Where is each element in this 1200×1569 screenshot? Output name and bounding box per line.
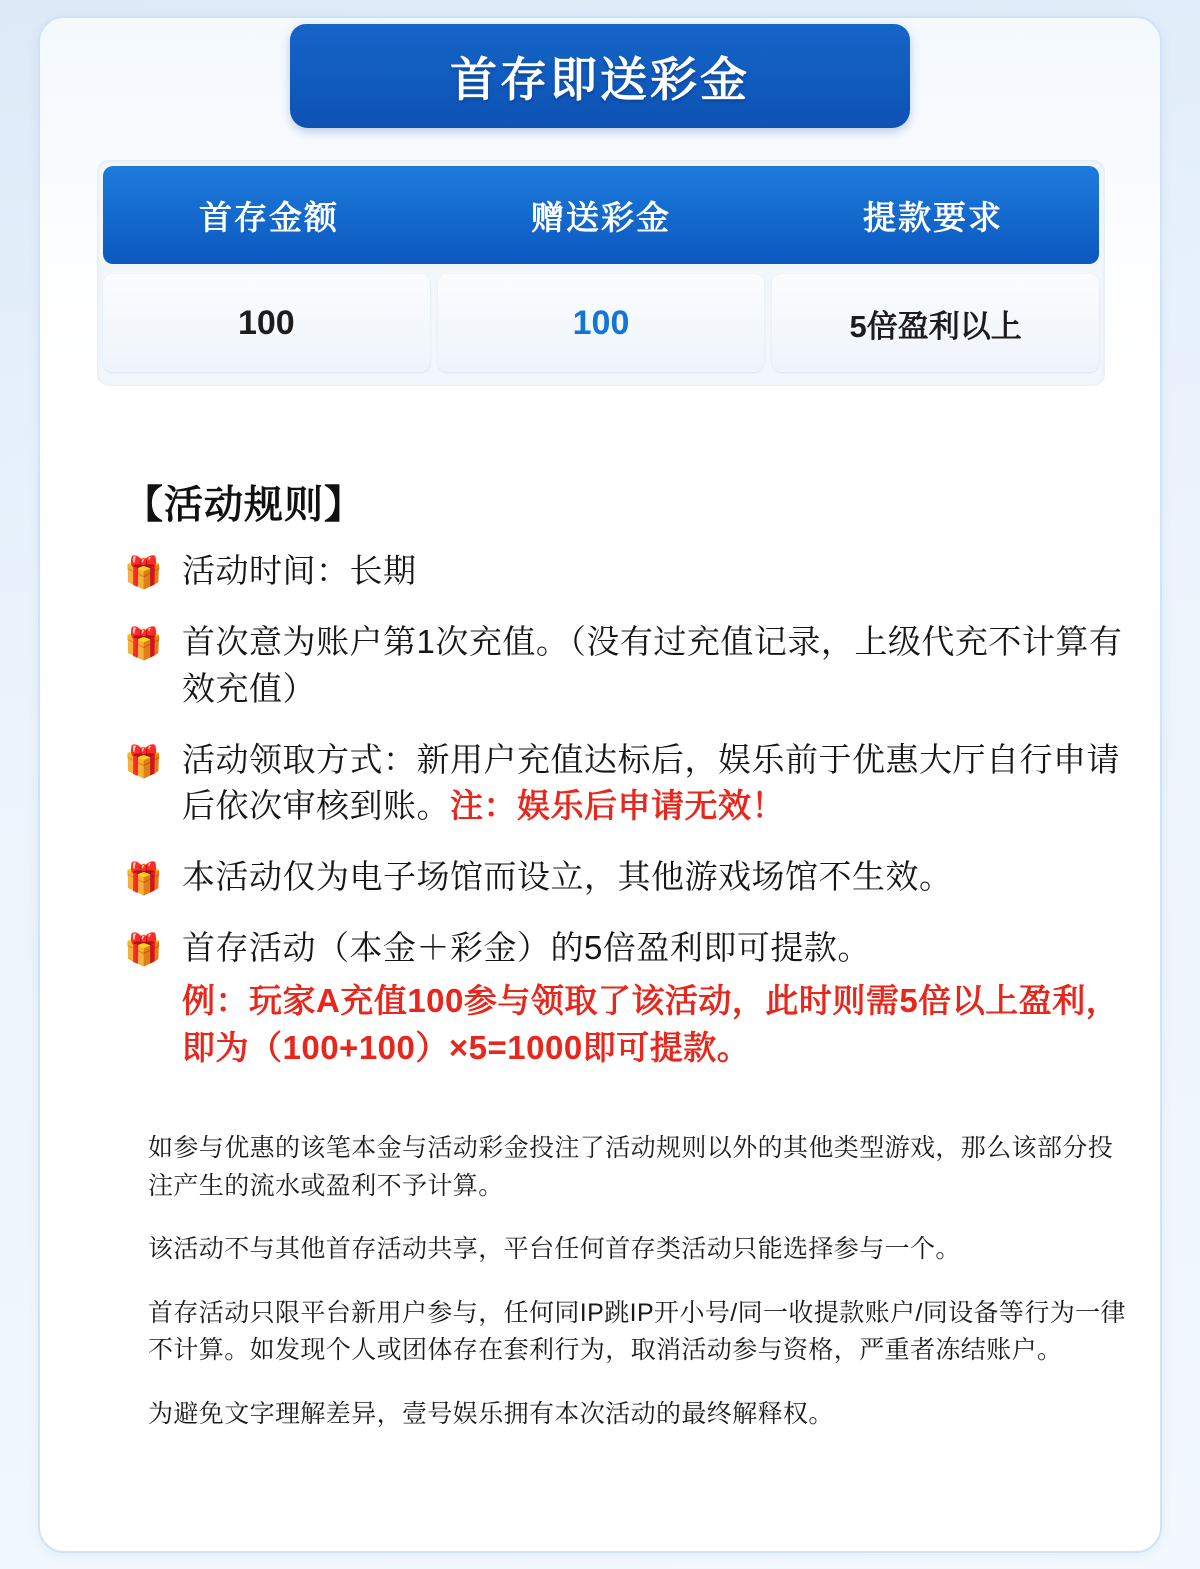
table-cell-withdraw: 5倍盈利以上 xyxy=(772,274,1099,372)
fine-print-paragraph: 为避免文字理解差异，壹号娱乐拥有本次活动的最终解释权。 xyxy=(148,1399,834,1428)
gift-icon: 🎁 xyxy=(124,555,163,590)
list-item xyxy=(124,619,1134,713)
list-item xyxy=(124,925,1134,1072)
table-row xyxy=(103,274,1099,372)
rules-list xyxy=(124,548,1134,1096)
bonus-table xyxy=(97,160,1105,386)
gift-icon: 🎁 xyxy=(124,932,163,968)
gift-icon: 🎁 xyxy=(124,743,163,779)
rule-text xyxy=(182,925,1134,1072)
table-cell-bonus: 100 xyxy=(438,274,765,372)
rule-text-main: 活动领取方式：新用户充值达标后，娱乐前于优惠大厅自行申请后依次审核到账。 xyxy=(182,740,1120,825)
table-column-header-withdraw: 提款要求 xyxy=(863,198,1003,236)
rule-text: 活动时间：长期 xyxy=(182,552,417,589)
rule-example: 例：玩家A充值100参与领取了该活动，此时则需5倍以上盈利，即为（100+100）×5=1000即可提款。 xyxy=(182,982,1120,1066)
table-column-header-deposit: 首存金额 xyxy=(199,198,339,236)
title-ribbon xyxy=(40,24,1160,128)
list-item xyxy=(124,737,1134,831)
fine-print xyxy=(148,1130,1138,1459)
gift-icon: 🎁 xyxy=(124,861,163,897)
table-cell-deposit: 100 xyxy=(103,274,430,372)
rule-text: 首次意为账户第1次充值。（没有过充值记录，上级代充不计算有效充值） xyxy=(182,622,1123,707)
page-title: 首存即送彩金 xyxy=(450,52,750,106)
fine-print-paragraph: 首存活动只限平台新用户参与，任何同IP跳IP开小号/同一收提款账户/同设备等行为一律不计算。如发现个人或团体存在套利行为，取消活动参与资格，严重者冻结账户。 xyxy=(148,1298,1126,1364)
ribbon-shape xyxy=(290,24,910,128)
rules-heading: 【活动规则】 xyxy=(124,484,365,527)
list-item xyxy=(124,548,1134,595)
table-column-header-bonus: 赠送彩金 xyxy=(531,198,671,236)
list-item xyxy=(124,854,1134,901)
table-header-row xyxy=(103,166,1099,264)
gift-icon: 🎁 xyxy=(124,625,163,661)
fine-print-paragraph: 该活动不与其他首存活动共享，平台任何首存类活动只能选择参与一个。 xyxy=(148,1235,961,1263)
fine-print-paragraph: 如参与优惠的该笔本金与活动彩金投注了活动规则以外的其他类型游戏，那么该部分投注产生的流水或盈利不予计算。 xyxy=(148,1134,1114,1200)
promotion-card xyxy=(38,16,1162,1553)
rule-text-warning: 注：娱乐后申请无效！ xyxy=(450,787,785,825)
rule-text: 本活动仅为电子场馆而设立，其他游戏场馆不生效。 xyxy=(182,858,953,896)
rule-text xyxy=(182,737,1134,831)
rule-text-main: 首存活动（本金＋彩金）的5倍盈利即可提款。 xyxy=(182,929,871,967)
